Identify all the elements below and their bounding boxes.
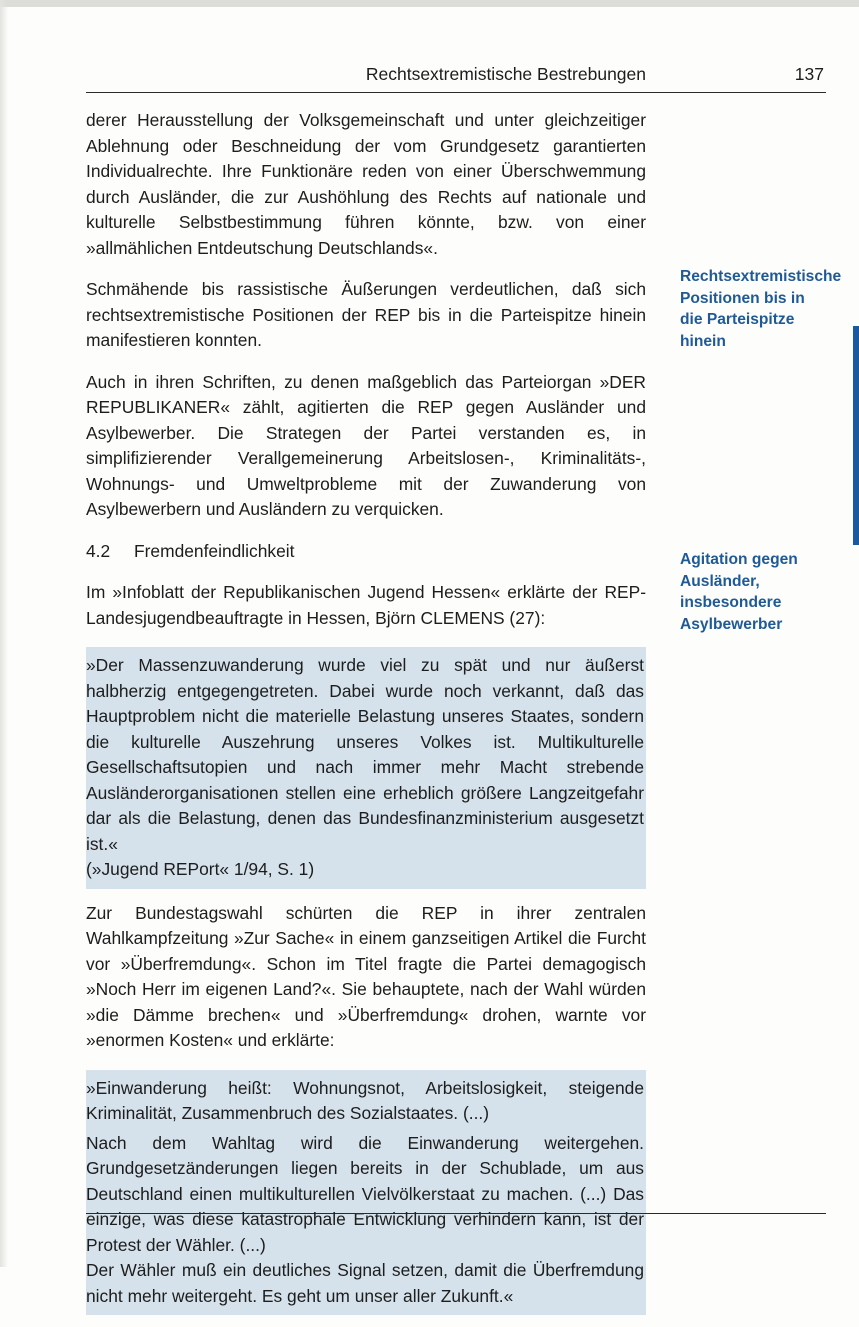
footer-rule <box>86 1213 826 1214</box>
block-quote-2 <box>86 1070 646 1316</box>
paragraph-4: Im »Infoblatt der Republikanischen Jugend Hessen« erklärte der REP-Landesjugendbeauftragte in Hessen, Björn CLEMENS (27): <box>86 582 646 628</box>
chapter-thumb-tab <box>853 326 859 545</box>
paragraph-2: Schmähende bis rassistische Äußerungen verdeutlichen, daß sich rechtsextremistische Positionen der REP bis in die Parteispitze hinein manifestieren konnten. <box>86 279 646 350</box>
margin-note-1: Rechtsextremistische Positionen bis in die Parteispitze hinein <box>680 268 842 350</box>
quote-2-paragraph-1: »Einwanderung heißt: Wohnungsnot, Arbeitslosigkeit, steigende Kriminalität, Zusammenbruch des Sozialstaates. (...) <box>86 1077 644 1123</box>
running-head: Rechtsextremistische Bestrebungen <box>365 64 646 84</box>
section-title: Fremdenfeindlichkeit <box>134 540 295 561</box>
quote-2-paragraph-3: Der Wähler muß ein deutliches Signal setzen, damit die Überfremdung nicht mehr weitergeht. Es geht um unser aller Zukunft.« <box>86 1260 644 1306</box>
quote-1-source: (»Jugend REPort« 1/94, S. 1) <box>86 859 315 879</box>
margin-note-2: Agitation gegen Ausländer, insbesondere Asylbewerber <box>680 551 798 633</box>
body-text <box>86 108 646 1327</box>
page-gutter-shadow <box>0 0 8 1267</box>
paragraph-5: Zur Bundestagswahl schürten die REP in ihrer zentralen Wahlkampfzeitung »Zur Sache« in einem ganzseitigen Artikel die Furcht vor »Überfremdung«. Schon im Titel fragte die Partei demagogisch »Noch Herr im eigenen Land?«. Sie behauptete, nach der Wahl würden »die Dämme brechen« und »Überfremdung« drohen, warnte vor »enormen Kosten« und erklärte: <box>86 902 646 1050</box>
page-top-edge <box>0 0 859 7</box>
quote-2-paragraph-2: Nach dem Wahltag wird die Einwanderung weitergehen. Grundgesetzänderungen liegen bereits in der Schublade, um aus Deutschland einen multikulturellen Vielvölkerstaat zu machen. (...) Das einzige, was diese katastrophale Entwicklung verhindern kann, ist der Protest der Wähler. (...) <box>86 1132 644 1255</box>
block-quote-1 <box>86 647 646 889</box>
section-number: 4.2 <box>86 540 111 561</box>
page-header <box>86 64 826 93</box>
page-number: 137 <box>794 64 824 84</box>
section-heading <box>86 539 646 565</box>
paragraph-1: derer Herausstellung der Volksgemeinschaft und unter gleichzeitiger Ablehnung oder Beschneidung der vom Grundgesetz garantierten Individualrechte. Ihre Funktionäre reden von einer Überschwemmung durch Ausländer, die zur Aushöhlung des Rechts auf nationale und kulturelle Selbstbestimmung führen könnte, bzw. von einer »allmählichen Entdeutschung Deutschlands«. <box>86 110 646 258</box>
paragraph-3: Auch in ihren Schriften, zu denen maßgeblich das Parteiorgan »DER REPUBLIKANER« zählt, agitierten die REP gegen Ausländer und Asylbewerber. Die Strategen der Partei verstanden es, in simplifizierender Verallgemeinerung Arbeitslosen-, Kriminalitäts-, Wohnungs- und Umweltprobleme mit der Zuwanderung von Asylbewerbern und Ausländern zu verquicken. <box>86 371 646 519</box>
quote-1-text: »Der Massenzuwanderung wurde viel zu spät und nur äußerst halbherzig entgegengetreten. Dabei wurde noch verkannt, daß das Hauptproblem nicht die materielle Belastung unseres Staates, sondern die kulturelle Auszehrung unseres Volkes ist. Multikulturelle Gesellschaftsutopien und nach immer mehr Macht strebende Ausländerorganisationen stellen eine erheblich größere Langzeitgefahr dar als die Belastung, denen das Bundesfinanzministerium ausgesetzt ist.« <box>86 655 644 854</box>
